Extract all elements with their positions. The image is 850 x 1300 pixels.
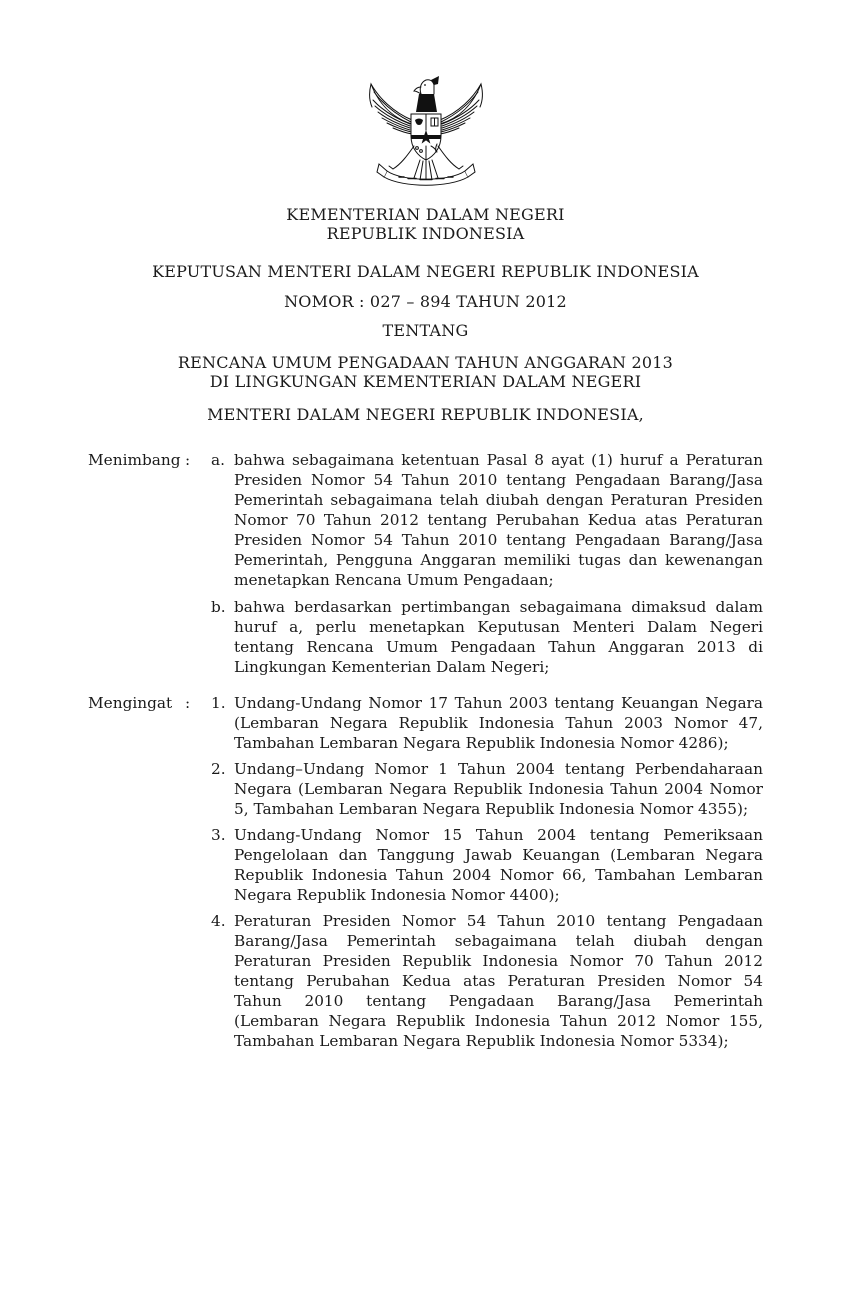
item-text: Undang-Undang Nomor 15 Tahun 2004 tentang Pemeriksaan Pengelolaan dan Tanggung Jawab Keuangan (Lembaran Negara Republik Indonesia Tahun 2004 Nomor 66, Tambahan Lembaran Negara Republik Indonesia Nomor 4400); (234, 826, 763, 904)
decree-clauses (88, 450, 763, 1051)
document-header (88, 72, 763, 423)
item-marker: 3. (211, 826, 226, 844)
ministry-name-line1: KEMENTERIAN DALAM NEGERI (286, 205, 565, 224)
section-mengingat (88, 693, 763, 1051)
item-text: Undang-Undang Nomor 17 Tahun 2003 tentang Keuangan Negara (Lembaran Negara Republik Indonesia Tahun 2003 Nomor 47, Tambahan Lembaran Negara Republik Indonesia Nomor 4286); (234, 694, 763, 752)
item-marker: a. (211, 451, 225, 469)
legal-basis-item-4 (211, 911, 763, 1051)
section-label: Menimbang (88, 451, 181, 469)
decree-subject-line2: DI LINGKUNGAN KEMENTERIAN DALAM NEGERI (209, 372, 642, 391)
section-colon: : (185, 694, 191, 712)
consideration-item-b (211, 597, 763, 677)
garuda-pancasila-emblem (365, 72, 487, 186)
decree-subject-block (88, 353, 763, 391)
decree-number: NOMOR : 027 – 894 TAHUN 2012 (284, 292, 567, 311)
legal-basis-item-2 (211, 759, 763, 819)
item-text: Peraturan Presiden Nomor 54 Tahun 2010 tentang Pengadaan Barang/Jasa Pemerintah sebagaimana telah diubah dengan Peraturan Presiden Republik Indonesia Nomor 70 Tahun 2012 tentang Perubahan Kedua atas Peraturan Presiden Nomor 54 Tahun 2010 tentang Pengadaan Barang/Jasa Pemerintah (Lembaran Negara Republik Indonesia Tahun 2012 Nomor 155, Tambahan Lembaran Negara Republik Indonesia Nomor 5334); (234, 912, 763, 1050)
item-text: bahwa sebagaimana ketentuan Pasal 8 ayat (1) huruf a Peraturan Presiden Nomor 54 Tahun 2010 tentang Pengadaan Barang/Jasa Pemerintah sebagaimana telah diubah dengan Peraturan Presiden Nomor 70 Tahun 2012 tentang Perubahan Kedua atas Peraturan Presiden Nomor 54 Tahun 2010 tentang Pengadaan Barang/Jasa Pemerintah, Pengguna Anggaran memiliki tugas dan kewenangan menetapkan Rencana Umum Pengadaan; (234, 451, 763, 589)
issuer-line: MENTERI DALAM NEGERI REPUBLIK INDONESIA, (207, 405, 644, 424)
consideration-item-a (211, 450, 763, 590)
item-marker: 2. (211, 760, 226, 778)
ministry-name-block (88, 205, 763, 243)
legal-basis-item-1 (211, 693, 763, 753)
item-marker: 4. (211, 912, 226, 930)
decree-subject-line1: RENCANA UMUM PENGADAAN TAHUN ANGGARAN 2013 (177, 353, 674, 372)
section-colon: : (185, 451, 191, 469)
item-marker: 1. (211, 694, 226, 712)
section-label: Mengingat (88, 694, 173, 712)
about-label: TENTANG (382, 321, 469, 340)
item-text: Undang–Undang Nomor 1 Tahun 2004 tentang Perbendaharaan Negara (Lembaran Negara Republik Indonesia Tahun 2004 Nomor 5, Tambahan Lembaran Negara Republik Indonesia Nomor 4355); (234, 760, 763, 818)
section-menimbang (88, 450, 763, 677)
item-text: bahwa berdasarkan pertimbangan sebagaimana dimaksud dalam huruf a, perlu menetapkan Keputusan Menteri Dalam Negeri tentang Rencana Umum Pengadaan Tahun Anggaran 2013 di Lingkungan Kementerian Dalam Negeri; (234, 598, 763, 676)
ministry-name-line2: REPUBLIK INDONESIA (326, 224, 525, 243)
legal-basis-item-3 (211, 825, 763, 905)
decree-title: KEPUTUSAN MENTERI DALAM NEGERI REPUBLIK INDONESIA (152, 262, 699, 281)
item-marker: b. (211, 598, 226, 616)
